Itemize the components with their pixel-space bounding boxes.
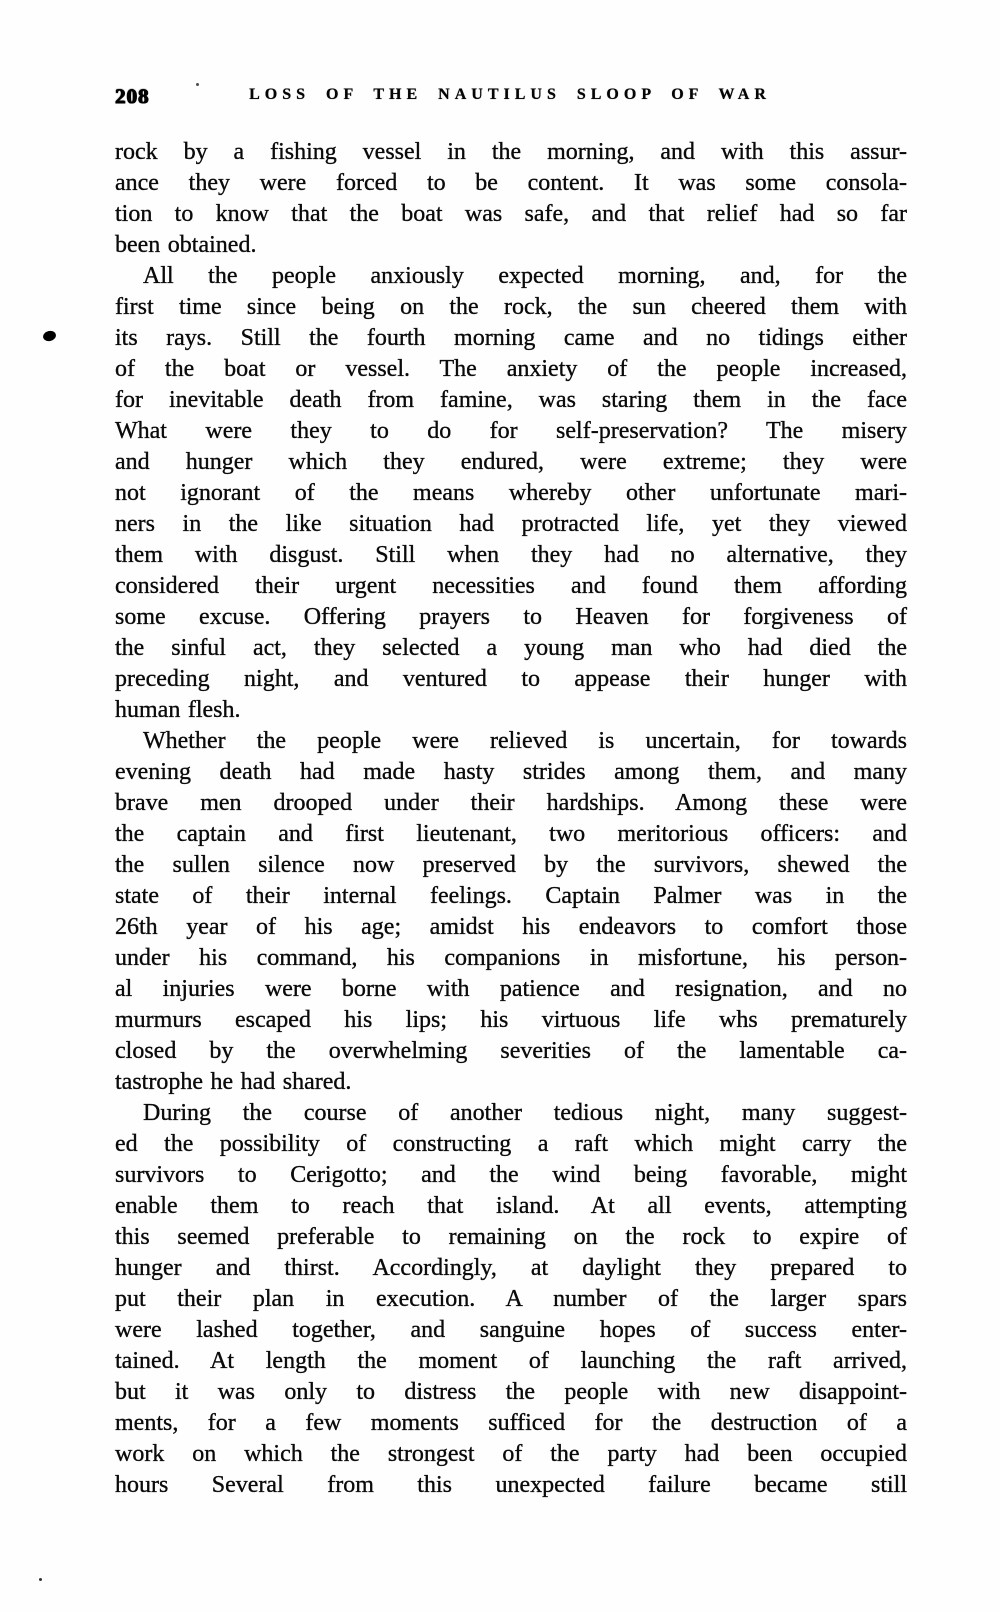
- text-line: tained. At length the moment of launching the raft arrived,: [115, 1348, 907, 1374]
- text-line: under his command, his companions in misfortune, his person-: [115, 945, 907, 971]
- page-number: 208: [115, 84, 150, 108]
- text-line: preceding night, and ventured to appease their hunger with: [115, 666, 907, 692]
- text-line: All the people anxiously expected morning, and, for the: [143, 263, 907, 289]
- ink-speck: [42, 329, 57, 342]
- text-line: During the course of another tedious night, many suggest-: [143, 1100, 907, 1126]
- text-line: ments, for a few moments sufficed for the destruction of a: [115, 1410, 907, 1436]
- text-line: the sinful act, they selected a young man who had died the: [115, 635, 907, 661]
- text-line: put their plan in execution. A number of the larger spars: [115, 1286, 907, 1312]
- text-line: the sullen silence now preserved by the survivors, shewed the: [115, 852, 907, 878]
- running-title: LOSS OF THE NAUTILUS SLOOP OF WAR: [249, 86, 771, 103]
- text-line: but it was only to distress the people with new disappoint-: [115, 1379, 907, 1405]
- text-line: rock by a fishing vessel in the morning, and with this assur-: [115, 139, 907, 165]
- text-line: not ignorant of the means whereby other unfortunate mari-: [115, 480, 907, 506]
- text-line: Whether the people were relieved is uncertain, for towards: [143, 728, 907, 754]
- text-line: ance they were forced to be content. It was some consola-: [115, 170, 907, 196]
- text-line: this seemed preferable to remaining on the rock to expire of: [115, 1224, 907, 1250]
- text-line: tion to know that the boat was safe, and that relief had so far: [115, 201, 907, 227]
- text-line: What were they to do for self-preservation? The misery: [115, 418, 907, 444]
- ink-speck: [196, 83, 199, 86]
- text-line: 26th year of his age; amidst his endeavors to comfort those: [115, 914, 907, 940]
- paragraph: [115, 261, 907, 726]
- text-line: al injuries were borne with patience and resignation, and no: [115, 976, 907, 1002]
- text-line: brave men drooped under their hardships. Among these were: [115, 790, 907, 816]
- text-line: and hunger which they endured, were extreme; they were: [115, 449, 907, 475]
- text-line: state of their internal feelings. Captain Palmer was in the: [115, 883, 907, 909]
- paragraph: [115, 726, 907, 1098]
- page-header: [115, 84, 905, 114]
- text-line: of the boat or vessel. The anxiety of the people increased,: [115, 356, 907, 382]
- text-line: ed the possibility of constructing a raft which might carry the: [115, 1131, 907, 1157]
- text-line: ners in the like situation had protracted life, yet they viewed: [115, 511, 907, 537]
- text-line: evening death had made hasty strides among them, and many: [115, 759, 907, 785]
- text-line: human flesh.: [115, 697, 241, 723]
- text-line: considered their urgent necessities and found them affording: [115, 573, 907, 599]
- text-block: [115, 137, 907, 1501]
- text-line: hours Several from this unexpected failure became still: [115, 1472, 907, 1498]
- text-line: survivors to Cerigotto; and the wind being favorable, might: [115, 1162, 907, 1188]
- text-line: first time since being on the rock, the sun cheered them with: [115, 294, 907, 320]
- text-line: enable them to reach that island. At all events, attempting: [115, 1193, 907, 1219]
- text-line: closed by the overwhelming severities of the lamentable ca-: [115, 1038, 907, 1064]
- text-line: were lashed together, and sanguine hopes of success enter-: [115, 1317, 907, 1343]
- text-line: some excuse. Offering prayers to Heaven for forgiveness of: [115, 604, 907, 630]
- text-line: for inevitable death from famine, was staring them in the face: [115, 387, 907, 413]
- text-line: been obtained.: [115, 232, 257, 258]
- text-line: murmurs escaped his lips; his virtuous life whs prematurely: [115, 1007, 907, 1033]
- text-line: tastrophe he had shared.: [115, 1069, 352, 1095]
- paragraph: [115, 1098, 907, 1501]
- text-line: work on which the strongest of the party had been occupied: [115, 1441, 907, 1467]
- text-line: them with disgust. Still when they had no alternative, they: [115, 542, 907, 568]
- paragraph: [115, 137, 907, 261]
- text-line: the captain and first lieutenant, two meritorious officers: and: [115, 821, 907, 847]
- ink-speck: [39, 1578, 42, 1581]
- text-line: its rays. Still the fourth morning came and no tidings either: [115, 325, 907, 351]
- text-line: hunger and thirst. Accordingly, at daylight they prepared to: [115, 1255, 907, 1281]
